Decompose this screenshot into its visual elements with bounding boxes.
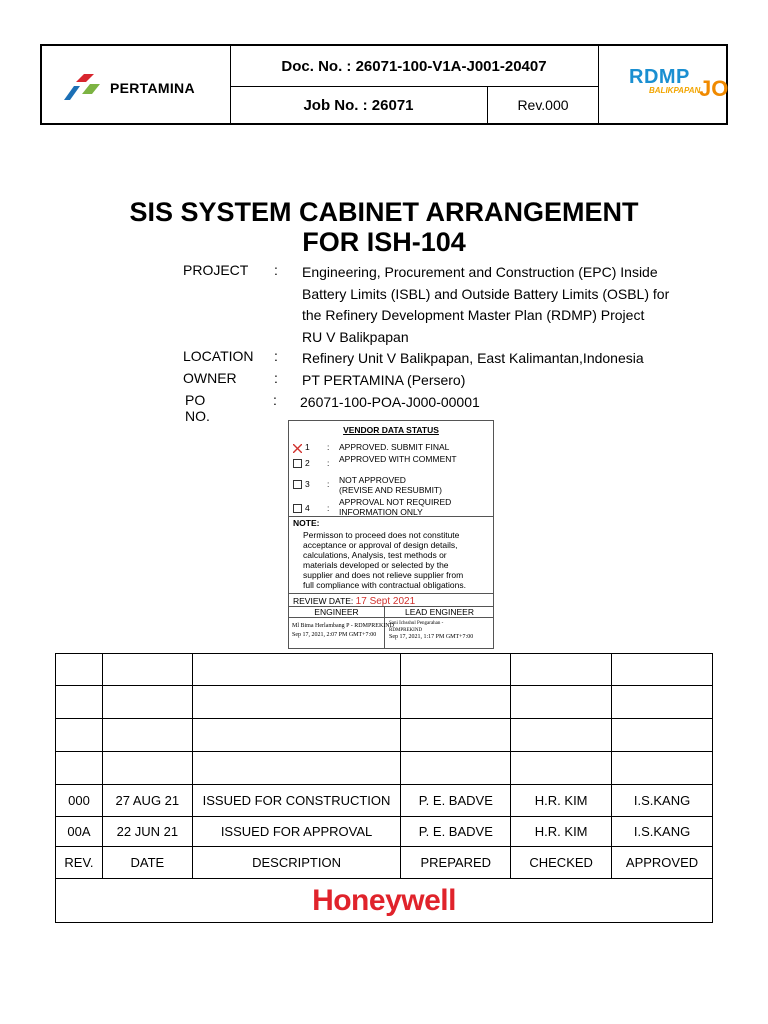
colon: : bbox=[273, 392, 277, 408]
location-label: LOCATION bbox=[183, 348, 254, 364]
logo-cell bbox=[56, 879, 713, 923]
checkbox-icon bbox=[293, 459, 302, 468]
note-line: calculations, Analysis, test methods or bbox=[303, 550, 447, 560]
table-cell bbox=[401, 686, 511, 719]
project-line: RU V Balikpapan bbox=[302, 328, 409, 345]
signature-line: RDMPREKIND bbox=[389, 628, 423, 633]
table-row bbox=[56, 752, 713, 785]
checkbox-icon bbox=[293, 480, 302, 489]
signature-line: Sep 17, 2021, 1:17 PM GMT+7:00 bbox=[389, 634, 474, 640]
status-option-2: 2 : bbox=[293, 458, 339, 468]
table-cell bbox=[511, 719, 612, 752]
stamp-divider bbox=[289, 516, 493, 517]
title-line-2: FOR ISH-104 bbox=[302, 227, 466, 257]
option-text-line: NOT APPROVED bbox=[339, 475, 406, 485]
table-row bbox=[56, 817, 713, 847]
signature-line: Ml Bima Herlambang P - RDMPREKIND bbox=[292, 623, 394, 629]
table-cell bbox=[192, 719, 401, 752]
job-number: Job No. : 26071 bbox=[230, 87, 488, 123]
option-number: 2 bbox=[305, 458, 310, 468]
note-line: full compliance with contractual obligations. bbox=[303, 580, 467, 590]
note-line: materials developed or selected by the bbox=[303, 560, 449, 570]
table-cell bbox=[56, 654, 103, 686]
table-cell: H.R. KIM bbox=[511, 817, 612, 847]
table-cell: 000 bbox=[56, 785, 103, 817]
signature-line: Sep 17, 2021, 2:07 PM GMT+7:00 bbox=[292, 632, 377, 638]
checkbox-icon bbox=[293, 504, 302, 513]
table-cell bbox=[102, 654, 192, 686]
table-header-cell: DATE bbox=[102, 847, 192, 879]
table-cell: P. E. BADVE bbox=[401, 785, 511, 817]
table-cell bbox=[192, 752, 401, 785]
table-cell bbox=[56, 686, 103, 719]
table-header-cell: DESCRIPTION bbox=[192, 847, 401, 879]
pertamina-logo-icon bbox=[62, 72, 104, 104]
note-line: acceptance or approval of design details, bbox=[303, 540, 458, 550]
project-label: PROJECT bbox=[183, 262, 249, 278]
table-header-cell: PREPARED bbox=[401, 847, 511, 879]
table-cell bbox=[612, 686, 713, 719]
rdmp-logo-sub: BALIKPAPAN bbox=[649, 86, 701, 95]
document-header bbox=[40, 44, 728, 125]
lead-engineer-signature bbox=[389, 620, 473, 641]
note-label: NOTE: bbox=[293, 518, 320, 528]
table-cell bbox=[401, 654, 511, 686]
option-number: 3 bbox=[305, 479, 310, 489]
engineer-label: ENGINEER bbox=[314, 607, 359, 617]
owner-label: OWNER bbox=[183, 370, 237, 386]
pertamina-logo-cell bbox=[42, 46, 231, 123]
review-label: REVIEW DATE: bbox=[293, 596, 354, 606]
option-text-line: APPROVAL NOT REQUIRED bbox=[339, 497, 452, 507]
logo-row bbox=[56, 879, 713, 923]
revision-number: Rev.000 bbox=[517, 97, 569, 113]
colon: : bbox=[274, 370, 278, 386]
pertamina-logo bbox=[62, 70, 222, 106]
table-cell bbox=[612, 654, 713, 686]
stamp-divider bbox=[289, 593, 493, 594]
table-cell bbox=[192, 686, 401, 719]
stamp-divider bbox=[289, 617, 493, 618]
table-cell: 27 AUG 21 bbox=[102, 785, 192, 817]
review-date: 17 Sept 2021 bbox=[355, 596, 416, 607]
table-header-cell: REV. bbox=[56, 847, 103, 879]
option-text-line: (REVISE AND RESUBMIT) bbox=[339, 485, 442, 495]
project-line: Battery Limits (ISBL) and Outside Battery Limits (OSBL) for bbox=[302, 285, 670, 302]
table-cell: I.S.KANG bbox=[612, 817, 713, 847]
stamp-title: VENDOR DATA STATUS bbox=[343, 425, 439, 435]
option-text bbox=[339, 475, 442, 495]
status-option-4: 4 : bbox=[293, 503, 339, 513]
document-title bbox=[40, 197, 728, 257]
signature-line: Sani Ichsshul Pengarahan - bbox=[389, 621, 444, 626]
table-header-cell: APPROVED bbox=[612, 847, 713, 879]
table-header-row bbox=[56, 847, 713, 879]
vendor-data-status-stamp bbox=[288, 420, 494, 649]
table-cell bbox=[612, 752, 713, 785]
colon: : bbox=[274, 348, 278, 364]
option-number: 1 bbox=[305, 442, 310, 452]
table-cell: 22 JUN 21 bbox=[102, 817, 192, 847]
status-option-1: 1 : bbox=[293, 442, 339, 452]
project-value bbox=[302, 262, 682, 348]
table-cell bbox=[102, 686, 192, 719]
project-line: Engineering, Procurement and Construction (EPC) Inside bbox=[302, 264, 658, 280]
table-cell bbox=[511, 686, 612, 719]
table-cell: P. E. BADVE bbox=[401, 817, 511, 847]
note-line: supplier and does not relieve supplier from bbox=[303, 570, 464, 580]
lead-engineer-label: LEAD ENGINEER bbox=[405, 607, 474, 617]
rdmp-logo-suffix: JO bbox=[699, 76, 729, 101]
table-cell bbox=[102, 719, 192, 752]
doc-number: Doc. No. : 26071-100-V1A-J001-20407 bbox=[230, 46, 598, 87]
table-cell: H.R. KIM bbox=[511, 785, 612, 817]
option-text bbox=[339, 497, 451, 517]
engineer-signature bbox=[292, 622, 394, 640]
table-cell: 00A bbox=[56, 817, 103, 847]
option-text: APPROVED. SUBMIT FINAL bbox=[339, 442, 450, 452]
table-cell bbox=[401, 752, 511, 785]
rdmp-logo bbox=[598, 46, 729, 123]
note-line: Permisson to proceed does not constitute bbox=[303, 530, 460, 540]
owner-value: PT PERTAMINA (Persero) bbox=[302, 372, 466, 388]
table-cell bbox=[511, 752, 612, 785]
colon: : bbox=[274, 262, 278, 278]
table-cell: I.S.KANG bbox=[612, 785, 713, 817]
option-text: APPROVED WITH COMMENT bbox=[339, 454, 457, 464]
table-cell bbox=[192, 654, 401, 686]
honeywell-logo: Honeywell bbox=[312, 883, 456, 917]
table-cell bbox=[102, 752, 192, 785]
status-option-3: 3 : bbox=[293, 479, 339, 489]
project-line: the Refinery Development Master Plan (RDMP) Project bbox=[302, 307, 645, 323]
table-cell bbox=[401, 719, 511, 752]
option-number: 4 bbox=[305, 503, 310, 513]
table-cell bbox=[56, 719, 103, 752]
table-cell: ISSUED FOR APPROVAL bbox=[192, 817, 401, 847]
location-value: Refinery Unit V Balikpapan, East Kalimantan,Indonesia bbox=[302, 350, 644, 366]
table-row bbox=[56, 719, 713, 752]
checked-x-icon bbox=[293, 444, 302, 451]
po-value: 26071-100-POA-J000-00001 bbox=[300, 394, 480, 410]
revision-table bbox=[55, 653, 713, 923]
company-name: PERTAMINA bbox=[110, 80, 195, 96]
option-text-line: INFORMATION ONLY bbox=[339, 507, 423, 517]
rdmp-logo-main: RDMP bbox=[629, 66, 690, 88]
table-header-cell: CHECKED bbox=[511, 847, 612, 879]
note-text bbox=[303, 530, 488, 590]
revision-table-body bbox=[56, 654, 713, 923]
table-cell bbox=[56, 752, 103, 785]
po-label: PO NO. bbox=[185, 392, 210, 424]
table-row bbox=[56, 654, 713, 686]
table-row bbox=[56, 785, 713, 817]
table-cell bbox=[612, 719, 713, 752]
title-line-1: SIS SYSTEM CABINET ARRANGEMENT bbox=[129, 197, 639, 227]
table-cell: ISSUED FOR CONSTRUCTION bbox=[192, 785, 401, 817]
table-cell bbox=[511, 654, 612, 686]
table-row bbox=[56, 686, 713, 719]
